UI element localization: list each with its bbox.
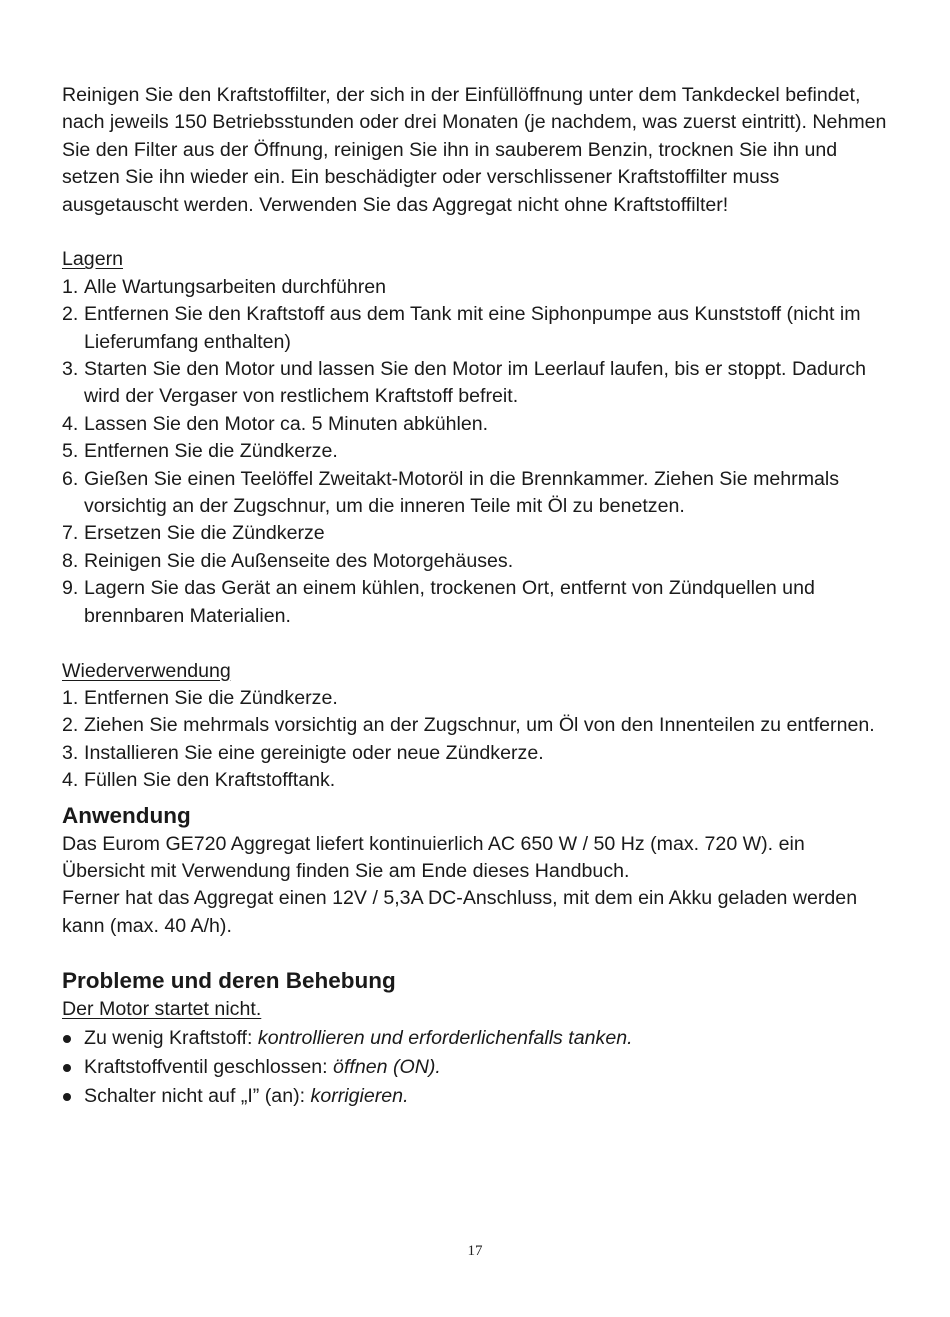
list-item: 2. Ziehen Sie mehrmals vorsichtig an der Zugschnur, um Öl von den Innenteilen zu entfernen.: [62, 714, 875, 737]
list-item: 1. Entfernen Sie die Zündkerze.: [62, 686, 338, 709]
document-page: [62, 82, 892, 1111]
list-item: 4. Lassen Sie den Motor ca. 5 Minuten abkühlen.: [62, 412, 489, 435]
probleme-list: [62, 1024, 892, 1111]
anwendung-heading: Anwendung: [62, 802, 191, 828]
anwendung-paragraph-2: Ferner hat das Aggregat einen 12V / 5,3A DC-Anschluss, mit dem ein Akku geladen werden kann (max. 40 A/h).: [62, 887, 858, 937]
bullet-icon: [63, 1064, 71, 1072]
anwendung-paragraph-1: Das Eurom GE720 Aggregat liefert kontinuierlich AC 650 W / 50 Hz (max. 720 W). ein Übersicht mit Verwendung finden Sie am Ende dieses Handbuch.: [62, 832, 805, 882]
list-item: 3. Starten Sie den Motor und lassen Sie den Motor im Leerlauf laufen, bis er stoppt. Dadurch wird der Vergaser von restlichem Kraftstoff befreit.: [62, 358, 867, 408]
list-item: 3. Installieren Sie eine gereinigte oder neue Zündkerze.: [62, 741, 544, 764]
list-item: 2. Entfernen Sie den Kraftstoff aus dem Tank mit eine Siphonpumpe aus Kunststoff (nicht im Lieferumfang enthalten): [62, 303, 861, 353]
list-item: 5. Entfernen Sie die Zündkerze.: [62, 440, 338, 463]
list-item: 6. Gießen Sie einen Teelöffel Zweitakt-Motoröl in die Brennkammer. Ziehen Sie mehrmals vorsichtig an der Zugschnur, um die inneren Teile mit Öl zu benetzen.: [62, 467, 840, 518]
lagern-steps: [62, 274, 892, 630]
probleme-subtitle: Der Motor startet nicht.: [62, 998, 262, 1021]
bullet-icon: [63, 1093, 71, 1101]
list-item: 9. Lagern Sie das Gerät an einem kühlen, trockenen Ort, entfernt von Zündquellen und brennbaren Materialien.: [62, 577, 815, 627]
list-item: 7. Ersetzen Sie die Zündkerze: [62, 522, 325, 545]
lagern-title: Lagern: [62, 248, 124, 271]
list-item: Kraftstoffventil geschlossen: öffnen (ON).: [62, 1053, 892, 1082]
list-item: 4. Füllen Sie den Kraftstofftank.: [62, 769, 336, 792]
list-item: Schalter nicht auf „I” (an): korrigieren.: [62, 1082, 892, 1111]
page-number: 17: [467, 1243, 483, 1259]
probleme-heading: Probleme und deren Behebung: [62, 968, 396, 994]
list-item: 1. Alle Wartungsarbeiten durchführen: [62, 275, 387, 298]
wiederverwendung-steps: [62, 685, 892, 795]
list-item: Zu wenig Kraftstoff: kontrollieren und erforderlichenfalls tanken.: [62, 1024, 892, 1053]
wiederverwendung-title: Wiederverwendung: [62, 659, 231, 682]
bullet-icon: [63, 1035, 71, 1043]
list-item: 8. Reinigen Sie die Außenseite des Motorgehäuses.: [62, 549, 514, 572]
intro-paragraph: Reinigen Sie den Kraftstoffilter, der sich in der Einfüllöffnung unter dem Tankdeckel befindet, nach jeweils 150 Betriebsstunden oder drei Monaten (je nachdem, was zuerst eintritt). Nehmen Sie den Filter aus der Öffnung, reinigen Sie ihn in sauberem Benzin, trocknen Sie ihn und setzen Sie ihn wieder ein. Ein beschädigter oder verschlissener Kraftstoffilter muss ausgetauscht werden. Verwenden Sie das Aggregat nicht ohne Kraftstoffilter!: [62, 84, 887, 216]
